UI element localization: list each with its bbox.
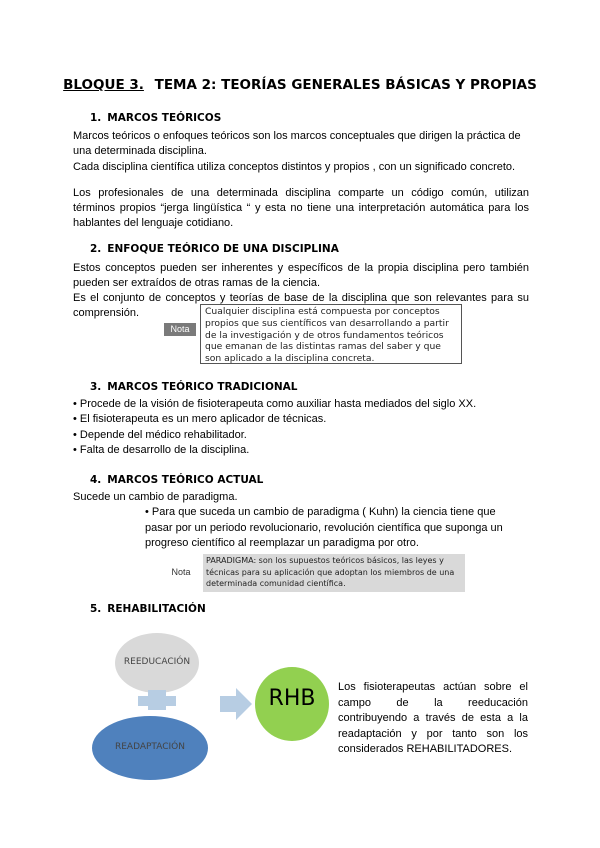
title-tema: TEMA 2: TEORÍAS GENERALES BÁSICAS Y PROPIAS [154,77,537,93]
section-3-heading [90,381,298,393]
nota-box: Cualquier disciplina está compuesta por conceptos propios que sus científicos van desarrollando a partir de la investigación y de otros fundamentos teóricos que emanan de las distintas ramas del saber y que son aplicado a la disciplina concreta. [200,304,462,364]
list-item: • Depende del médico rehabilitador. [73,428,247,441]
section-2-paragraph-1: Estos conceptos pueden ser inherentes y específicos de la propia disciplina pero también pueden ser extraídos de otras ramas de la ciencia. [73,262,529,290]
section-1-paragraph-1: Marcos teóricos o enfoques teóricos son los marcos conceptuales que dirigen la práctica de una determinada disciplina. [73,130,521,158]
title-bloque: BLOQUE 3. [63,77,144,93]
plus-icon-bar [138,696,176,706]
arrow-icon [220,688,252,720]
rhb-label: RHB [268,686,316,711]
section-5-text: Los fisioterapeutas actúan sobre el campo de la reeducación contribuyendo a través de esta a la readaptación y por tanto son los considerados REHABILITADORES. [338,681,528,755]
section-1-paragraph-2: Cada disciplina científica utiliza conceptos distintos y propios , con un significado concreto. [73,161,516,173]
bullet-list [73,397,529,458]
section-title: MARCOS TEÓRICOS [107,112,222,124]
section-4-intro: Sucede un cambio de paradigma. [73,491,238,503]
section-2-paragraph-2: Es el conjunto de conceptos y teorías de base de la disciplina que son relevantes para su comprensión. [73,292,529,320]
list-item: • Procede de la visión de fisioterapeuta como auxiliar hasta mediados del siglo XX. [73,398,477,410]
list-item: • Falta de desarrollo de la disciplina. [73,443,250,456]
section-title: MARCOS TEÓRICO ACTUAL [107,474,264,486]
section-number: 4. [90,474,102,486]
section-title: MARCOS TEÓRICO TRADICIONAL [107,381,298,393]
section-1-heading [90,112,221,124]
readaptacion-label: READAPTACIÓN [114,742,185,752]
section-number: 5. [90,603,102,615]
section-5-heading [90,603,206,615]
list-item: • El fisioterapeuta es un mero aplicador de técnicas. [73,413,327,426]
section-number: 3. [90,381,102,393]
section-number: 2. [90,243,102,255]
paradigma-box: PARADIGMA: son los supuestos teóricos básicos, las leyes y técnicas para su aplicación que adoptan los miembros de una determinada comunidad científica. [203,554,465,592]
section-1-paragraph-3: Los profesionales de una determinada disciplina comparte un código común, utilizan términos propios “jerga lingüística “ y esta no tiene una interpretación automática para los hablantes del lenguaje cotidiano. [73,187,529,230]
section-2-heading [90,243,339,255]
nota-label: Nota [164,323,196,336]
section-4-heading [90,474,263,486]
nota-label: Nota [166,565,196,579]
page-title [0,77,600,93]
section-title: ENFOQUE TEÓRICO DE UNA DISCIPLINA [107,243,339,255]
section-4-bullet: • Para que suceda un cambio de paradigma ( Kuhn) la ciencia tiene que pasar por un periodo revolucionario, revolución científica que suponga un progreso científico al reemplazar un paradigma por otro. [145,506,503,549]
reeducacion-label: REEDUCACIÓN [123,657,191,667]
section-title: REHABILITACIÓN [107,603,206,615]
section-number: 1. [90,112,102,124]
